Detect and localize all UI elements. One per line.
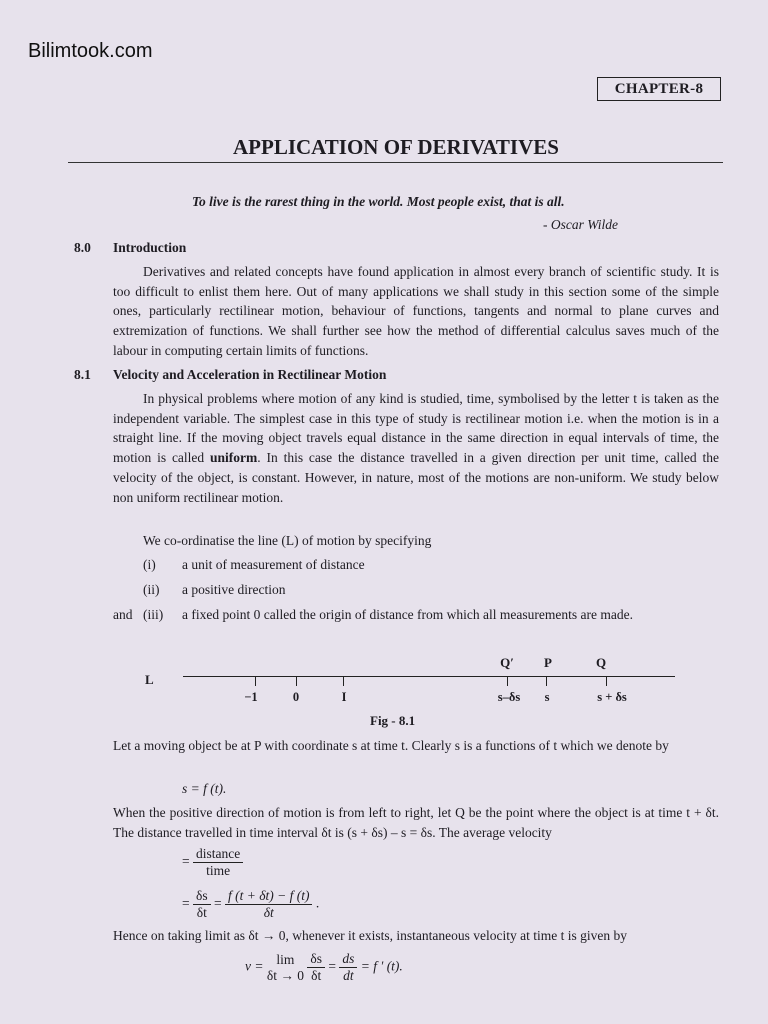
point-label-p: P	[544, 655, 552, 670]
tick-s	[546, 677, 547, 686]
list-item-2-text: a positive direction	[182, 582, 286, 597]
section-number-intro: 8.0	[74, 240, 91, 255]
tick-s-plus-ds	[606, 677, 607, 686]
tick-label-minus-one: −1	[244, 690, 258, 704]
period: .	[315, 895, 320, 911]
limit-operator	[267, 952, 304, 984]
tick-label-s-minus-ds: s–δs	[497, 690, 521, 704]
fraction-numerator: distance	[193, 846, 243, 863]
chapter-label	[597, 77, 721, 101]
watermark: Bilimtook.com	[28, 40, 153, 62]
fraction-numerator: δs	[193, 888, 211, 905]
list-item-1-text: a unit of measurement of distance	[182, 557, 365, 572]
epigraph-author: - Oscar Wilde	[543, 217, 618, 232]
equals-sign: =	[328, 958, 340, 974]
equation-distance-time	[182, 846, 243, 879]
velocity-paragraph	[113, 389, 719, 507]
chapter-text: CHAPTER-8	[614, 81, 704, 97]
lim-subscript: δt → 0	[266, 967, 304, 983]
title-rule	[68, 162, 723, 163]
fraction-ds-dt	[193, 888, 211, 921]
list-item-3-text: a fixed point 0 called the origin of distance from which all measurements are made.	[182, 607, 633, 622]
velocity-symbol: v =	[245, 958, 264, 974]
section-heading-intro: Introduction	[113, 240, 187, 255]
tick-one	[343, 677, 344, 686]
fraction-limit-ds-dt	[307, 951, 325, 984]
coordinatise-line: We co-ordinatise the line (L) of motion by specifying	[143, 533, 432, 548]
avg-velocity-paragraph: When the positive direction of motion is from left to right, let Q be the point where the object is at time t + δt. The distance travelled in time interval δt is (s + δs) – s = δs. The average velocity	[113, 805, 719, 840]
fraction-denominator: δt	[311, 968, 322, 983]
fraction-distance-time	[193, 846, 243, 879]
velocity-para-part1: In physical problems where motion of any kind is studied, time, symbolised by the letter t is taken as the independent variable. The simplest case in this type of study is rectilinear motion i.e. when the motion is in a straight line. If the moving object travels equal distance in the same direction in equal intervals of time, the motion is called	[113, 391, 719, 466]
velocity-para-part2: . In this case the distance travelled in a given direction per unit time, called the velocity of the object, is constant. However, in nature, most of the motions are non-uniform. We study below non uniform rectilinear motion.	[113, 450, 719, 505]
equals-sign: =	[214, 895, 225, 911]
derivative-result: = f ′ (t).	[360, 958, 403, 974]
velocity-para-bold: uniform	[210, 450, 258, 466]
section-heading-velocity: Velocity and Acceleration in Rectilinear Motion	[113, 367, 387, 382]
figure-caption: Fig - 8.1	[370, 713, 416, 728]
tick-label-one: I	[341, 690, 347, 704]
fraction-denominator: time	[206, 863, 231, 878]
point-label-q: Q	[595, 655, 607, 670]
lim-text: lim	[276, 951, 295, 967]
tick-label-s: s	[544, 690, 550, 704]
fraction-denominator: δt	[263, 905, 274, 920]
equals-sign: =	[182, 895, 193, 911]
motion-paragraph: Let a moving object be at P with coordinate s at time t. Clearly s is a functions of t which we denote by	[113, 738, 669, 753]
list-item-1-roman: (i)	[143, 557, 156, 572]
epigraph: To live is the rarest thing in the world. Most people exist, that is all.	[192, 194, 565, 209]
list-item-3-prefix: and	[113, 607, 133, 622]
tick-label-s-plus-ds: s + δs	[597, 690, 627, 704]
equation-instantaneous-velocity	[245, 951, 403, 984]
tick-label-zero: 0	[292, 690, 300, 704]
fraction-denominator: dt	[343, 968, 354, 983]
fraction-numerator: f (t + δt) − f (t)	[225, 888, 312, 905]
figure-line-label: L	[145, 672, 154, 687]
intro-paragraph: Derivatives and related concepts have found application in almost every branch of scientific study. It is too difficult to enlist them here. Out of many applications we shall study in this section some of the simple ones, particularly rectilinear motion, behaviour of functions, tangents and normal to plane curves and extremization of functions. We shall further see how the method of differential calculus saves much of the labour in computing certain limits of functions.	[113, 264, 719, 358]
fraction-numerator: δs	[307, 951, 325, 968]
tick-zero	[296, 677, 297, 686]
fraction-numerator: ds	[339, 951, 357, 968]
tick-s-minus-ds	[507, 677, 508, 686]
fraction-f-difference	[225, 888, 312, 921]
tick-minus-one	[255, 677, 256, 686]
limit-paragraph: Hence on taking limit as δt → 0, whenever it exists, instantaneous velocity at time t is given by	[113, 928, 628, 943]
point-label-q-prime: Q′	[500, 655, 514, 670]
fraction-derivative	[339, 951, 357, 984]
equals-sign: =	[182, 853, 193, 869]
figure-axis-line	[183, 676, 675, 677]
section-number-velocity: 8.1	[74, 367, 91, 382]
list-item-2-roman: (ii)	[143, 582, 160, 597]
list-item-3-roman: (iii)	[143, 607, 164, 622]
fraction-denominator: δt	[196, 905, 207, 920]
equation-s-equals-f: s = f (t).	[182, 781, 227, 796]
equation-difference-quotient	[182, 888, 319, 921]
page-title: APPLICATION OF DERIVATIVES	[233, 135, 559, 159]
